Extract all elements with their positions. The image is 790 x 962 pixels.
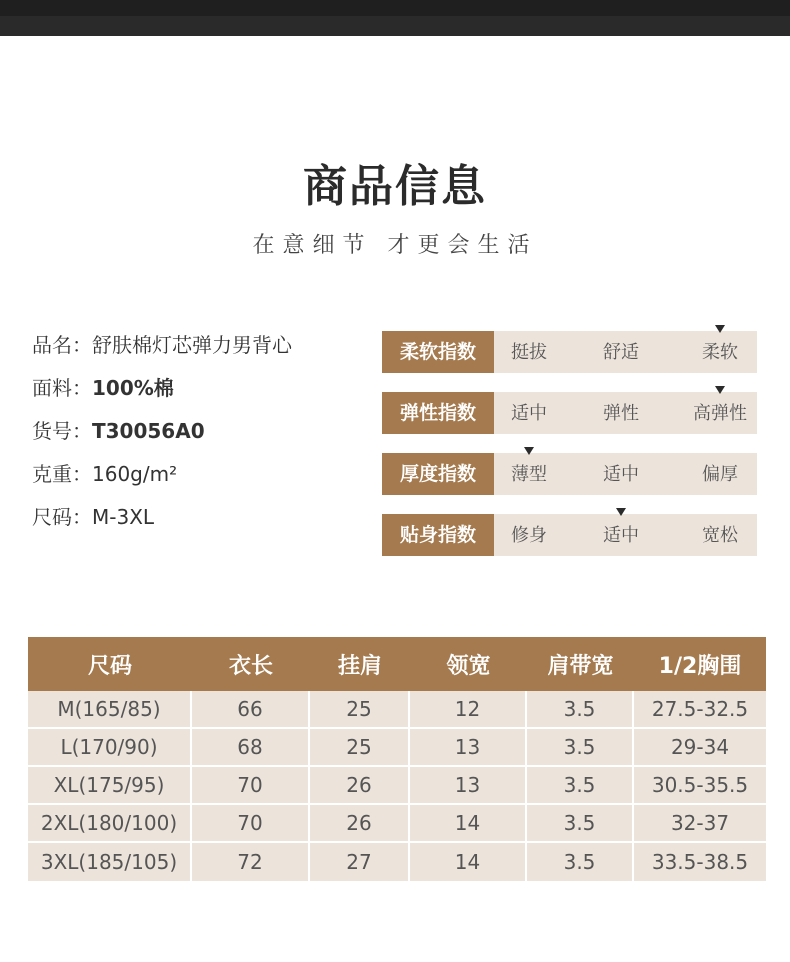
spec-value: 160g/m² [92,462,178,486]
table-cell: 26 [310,767,410,805]
table-cell: 3.5 [527,729,634,767]
table-cell: 25 [310,729,410,767]
table-cell: 27 [310,843,410,881]
table-row [28,729,766,767]
index-option: 高弹性 [693,403,747,424]
index-option: 偏厚 [702,464,738,485]
table-cell: 32-37 [634,805,766,843]
page-subtitle: 在意细节 才更会生活 [252,233,538,258]
table-cell: 66 [192,691,310,729]
index-option: 适中 [603,464,639,485]
index-option: 薄型 [511,464,547,485]
page-title: 商品信息 [303,161,487,212]
column-header: 尺码 [28,637,192,691]
column-header: 衣长 [192,637,310,691]
spec-value: M-3XL [92,505,155,529]
table-cell: 13 [410,767,527,805]
table-cell: 25 [310,691,410,729]
index-label: 贴身指数 [382,514,494,556]
table-cell: 29-34 [634,729,766,767]
table-cell: 3.5 [527,767,634,805]
index-option: 舒适 [603,342,639,363]
spec-value: 100%棉 [92,376,174,400]
index-option: 适中 [603,525,639,546]
index-row-elasticity [382,392,757,434]
table-row [28,843,766,881]
table-cell: L(170/90) [28,729,192,767]
table-cell: 3.5 [527,805,634,843]
table-cell: 26 [310,805,410,843]
index-label: 柔软指数 [382,331,494,373]
size-table [28,637,766,881]
index-label: 弹性指数 [382,392,494,434]
index-option: 柔软 [702,342,738,363]
column-header: 领宽 [410,637,527,691]
spec-key: 货号： [32,419,92,443]
table-cell: 3XL(185/105) [28,843,192,881]
table-cell: XL(175/95) [28,767,192,805]
spec-line-fabric [32,373,292,416]
table-cell: 30.5-35.5 [634,767,766,805]
spec-key: 克重： [32,462,92,486]
spec-line-sku [32,416,292,459]
table-cell: 14 [410,805,527,843]
index-row-fit [382,514,757,556]
table-cell: 2XL(180/100) [28,805,192,843]
spec-list [32,330,292,545]
table-cell: 12 [410,691,527,729]
spec-key: 尺码： [32,505,92,529]
table-cell: 13 [410,729,527,767]
index-option: 挺拔 [511,342,547,363]
top-bar [0,0,790,36]
spec-key: 品名： [32,333,92,357]
table-cell: 72 [192,843,310,881]
table-cell: 3.5 [527,843,634,881]
index-row-softness [382,331,757,373]
index-option: 弹性 [603,403,639,424]
index-row-thickness [382,453,757,495]
column-header: 挂肩 [310,637,410,691]
index-option: 适中 [511,403,547,424]
table-row [28,767,766,805]
spec-line-weight [32,459,292,502]
table-cell: 27.5-32.5 [634,691,766,729]
top-bar-strip [0,16,790,36]
index-panel [382,331,757,575]
index-option: 修身 [511,525,547,546]
table-cell: M(165/85) [28,691,192,729]
table-cell: 70 [192,805,310,843]
table-cell: 68 [192,729,310,767]
column-header: 肩带宽 [527,637,634,691]
table-header-row [28,637,766,691]
index-option: 宽松 [702,525,738,546]
table-cell: 14 [410,843,527,881]
table-cell: 3.5 [527,691,634,729]
table-row [28,691,766,729]
spec-value: T30056A0 [92,419,205,443]
spec-key: 面料： [32,376,92,400]
column-header: 1/2胸围 [634,637,766,691]
spec-value: 舒肤棉灯芯弹力男背心 [92,333,292,357]
spec-line-size [32,502,292,545]
index-label: 厚度指数 [382,453,494,495]
spec-line-name [32,330,292,373]
table-row [28,805,766,843]
table-cell: 70 [192,767,310,805]
table-cell: 33.5-38.5 [634,843,766,881]
